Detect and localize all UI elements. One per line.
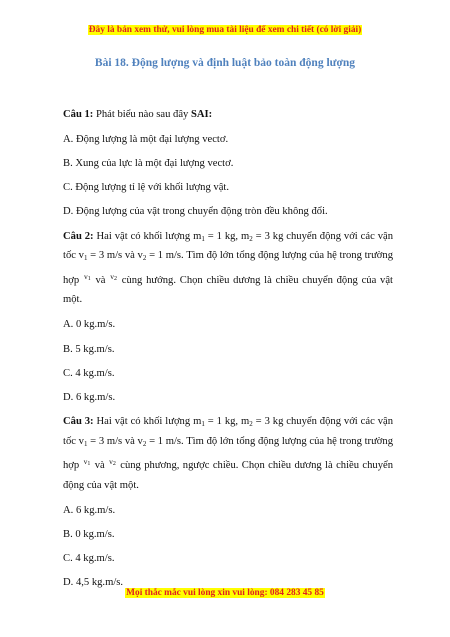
q2-stem-line4: một. [63,294,83,305]
q2-text: = 1 kg, m [204,231,250,242]
vector-sub: 1 [87,276,91,282]
vector-v1 [84,270,91,284]
q3-text: Hai vật có khối lượng m [96,416,202,427]
q3-sub: 1 [201,420,205,428]
q2-text: Hai vật có khối lượng m [96,231,202,242]
document-title: Bài 18. Động lượng và định luật bảo toàn động lượng [94,57,356,69]
q2-stem-line1 [63,230,393,244]
q2-option-d: D. 6 kg.m/s. [63,392,116,403]
q2-sub: 2 [249,235,253,243]
q2-text: = 3 kg chuyển động với các vận [252,231,393,242]
q3-sub: 2 [142,440,147,448]
q1-option-c: C. Động lượng tỉ lệ với khối lượng vật. [63,182,230,193]
q2-sub: 1 [83,254,88,262]
vector-v2 [109,455,116,469]
q3-sub: 1 [83,440,88,448]
q3-option-b: B. 0 kg.m/s. [63,529,115,540]
q2-sub: 2 [142,254,147,262]
vector-sub: 2 [114,276,117,282]
q1-stem-emphasis: SAI: [191,109,213,120]
q3-option-d: D. 4,5 kg.m/s. [63,577,124,588]
q3-option-c: C. 4 kg.m/s. [63,553,115,564]
contact-footer-text: Mọi thắc mắc vui lòng xin vui lòng: 084 283 45 85 [126,588,324,598]
q2-option-a: A. 0 kg.m/s. [63,319,116,330]
vector-v2 [110,270,117,284]
q1-stem [63,108,393,122]
q2-text: và [95,275,106,286]
q3-text: cùng phương, ngược chiều. Chọn chiều dương là chiều chuyển [120,460,394,471]
q1-option-a: A. Động lượng là một đại lượng vectơ. [63,134,229,145]
q2-text: tốc v [63,250,84,261]
q3-option-a: A. 6 kg.m/s. [63,505,116,516]
q3-text: = 3 kg chuyển động với các vận [252,416,393,427]
q2-option-c: C. 4 kg.m/s. [63,368,115,379]
q2-sub: 1 [201,235,205,243]
q3-text: và [94,460,105,471]
vector-symbol: v [110,272,114,281]
q3-text: tốc v [63,436,84,447]
q3-text: hợp [63,460,80,471]
vector-sub: 2 [112,461,116,467]
q2-option-b: B. 5 kg.m/s. [63,344,115,355]
q3-sub: 2 [249,420,253,428]
q1-label: Câu 1: [63,109,94,120]
vector-sub: 1 [87,461,91,467]
vector-symbol: v [83,457,88,466]
vector-symbol: v [83,272,88,281]
q3-text: = 3 m/s và v [87,436,143,447]
q3-text: = 1 m/s. Tìm độ lớn tổng động lượng của hệ trong trường [146,436,394,447]
vector-v1 [84,455,91,469]
q3-stem-line3 [63,459,393,473]
q1-stem-text: Phát biểu nào sau đây [95,109,189,120]
q2-stem-line2 [63,249,393,263]
q3-stem-line4: động của vật một. [63,480,139,491]
q2-text: = 3 m/s và v [87,250,143,261]
q2-stem-line3 [63,274,393,288]
q3-stem-line1 [63,415,393,429]
q2-label: Câu 2: [63,231,94,242]
vector-symbol: v [109,457,113,466]
q2-text: hợp [63,275,80,286]
q1-option-d: D. Động lượng của vật trong chuyển động tròn đều không đổi. [63,206,328,217]
q2-text: = 1 m/s. Tìm độ lớn tổng động lượng của hệ trong trường [146,250,394,261]
contact-footer [0,587,450,599]
q3-stem-line2 [63,435,393,449]
q3-text: = 1 kg, m [204,416,250,427]
q1-option-b: B. Xung của lực là một đại lượng vectơ. [63,158,234,169]
preview-notice [0,24,450,36]
q3-label: Câu 3: [63,416,94,427]
q2-text: cùng hướng. Chọn chiều dương là chiều chuyển động của vật [121,275,393,286]
preview-notice-text: Đây là bản xem thử, vui lòng mua tài liệu để xem chi tiết (có lời giải) [88,25,362,35]
